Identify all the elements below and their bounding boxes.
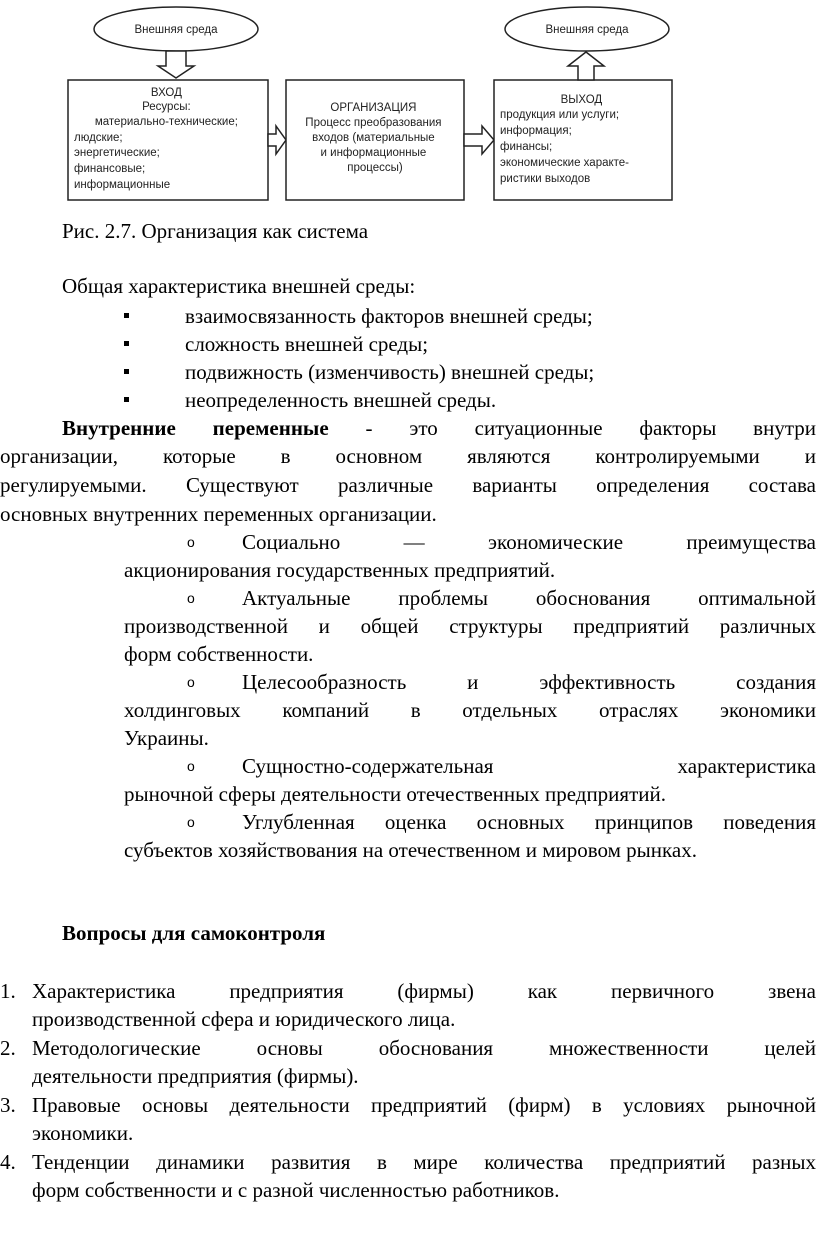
up-arrow-icon [568, 52, 604, 80]
list-item: o Целесообразность и эффективность создания холдинговых компаний в отдельных отраслях экономики Украины. [124, 670, 816, 750]
list-item: 2. Методологические основы обоснования множественности целей деятельности предприятия (фирмы). [0, 1036, 816, 1088]
list-item: 1. Характеристика предприятия (фирмы) как первичного звена производственной сфера и юридического лица. [0, 979, 816, 1031]
external-env-label-left: Внешняя среда [134, 24, 218, 36]
circle-bullet-icon: o [187, 674, 195, 690]
input-box-text: ВХОД Ресурсы: материально-технические; людские; энергетические; финансовые; информационные [74, 87, 238, 191]
list-item: o Социально — экономические преимущества акционирования государственных предприятий. [124, 530, 816, 582]
list-item: o Актуальные проблемы обоснования оптимальной производственной и общей структуры предприятий различных форм собственности. [124, 586, 816, 666]
output-box-text: ВЫХОД продукция или услуги; информация; финансы; экономические характе- ристики выходов [500, 94, 630, 185]
square-bullet-icon [124, 341, 129, 346]
circle-bullet-icon: o [187, 534, 195, 550]
internal-variables-paragraph: Внутренние переменные - это ситуационные факторы внутри организации, которые в основном являются контролируемыми и регулируемыми. Существуют различные варианты определения состава основных внутренних переменных организации. [0, 416, 816, 526]
external-env-label-right: Внешняя среда [545, 24, 629, 36]
section-heading: Вопросы для самоконтроля [62, 921, 326, 945]
square-bullet-icon [124, 397, 129, 402]
circle-bullet-icon: o [187, 814, 195, 830]
circle-bullet-icon: o [187, 590, 195, 606]
organization-box-text: ОРГАНИЗАЦИЯ Процесс преобразования входов (материальные и информационные процессы) [305, 102, 442, 174]
env-characteristics-title: Общая характеристика внешней среды: [62, 274, 416, 298]
organization-system-diagram [0, 0, 816, 212]
term-bold: Внутренние переменные [62, 416, 329, 440]
list-item: 3. Правовые основы деятельности предприятий (фирм) в условиях рыночной экономики. [0, 1093, 816, 1145]
list-item: o Сущностно-содержательная характеристика рыночной сферы деятельности отечественных предприятий. [124, 754, 816, 806]
circle-bullet-icon: o [187, 758, 195, 774]
square-bullet-icon [124, 313, 129, 318]
right-arrow-icon [268, 126, 286, 154]
right-arrow-icon [464, 126, 494, 154]
list-item: 4. Тенденции динамики развития в мире количества предприятий разных форм собственности и с разной численностью работников. [0, 1150, 816, 1202]
down-arrow-icon [158, 51, 194, 78]
list-item: o Углубленная оценка основных принципов поведения субъектов хозяйствования на отечественном и мировом рынках. [124, 810, 816, 862]
square-bullet-icon [124, 369, 129, 374]
figure-caption: Рис. 2.7. Организация как система [62, 219, 369, 243]
